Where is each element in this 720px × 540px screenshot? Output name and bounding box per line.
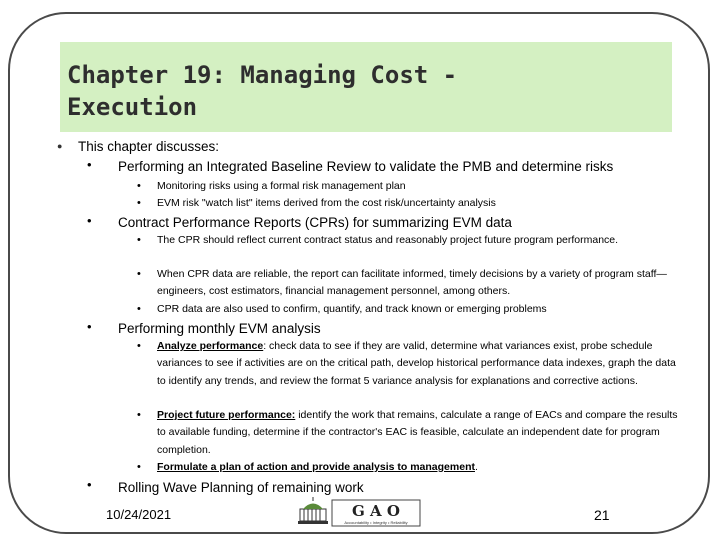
section-heading: Rolling Wave Planning of remaining work [118, 480, 364, 495]
title-line-2: Execution [67, 93, 198, 121]
bullet-level-3: • [137, 340, 141, 352]
bullet-level-2: • [87, 477, 92, 492]
section-heading: Performing monthly EVM analysis [118, 321, 321, 336]
bullet-level-3: • [137, 303, 141, 315]
intro-text: This chapter discusses: [78, 139, 220, 154]
list-item [157, 338, 679, 390]
item-rest: . [474, 461, 478, 473]
bullet-level-3: • [137, 461, 141, 473]
logo-letters: G A O [352, 502, 400, 520]
bullet-level-2: • [87, 213, 92, 228]
list-item: CPR data are also used to confirm, quantify, and track known or emerging problems [157, 303, 547, 315]
item-rest: : check data to see if they are valid, determine what variances exist, probe schedule variances to see if activities are on the critical path, develop historical performance data indexes, graph the data to identify any trends, and review the format 5 variance analysis for explanations and corrective actions. [157, 340, 676, 387]
section-heading: Contract Performance Reports (CPRs) for summarizing EVM data [118, 215, 512, 230]
list-item: When CPR data are reliable, the report can facilitate informed, timely decisions by a variety of program staff—engineers, cost estimators, financial management personnel, among others. [157, 268, 667, 298]
list-item: EVM risk "watch list" items derived from the cost risk/uncertainty analysis [157, 197, 496, 209]
bullet-level-3: • [137, 197, 141, 209]
item-lead: Project future performance: [157, 409, 296, 421]
bullet-level-2: • [87, 319, 92, 334]
title-line-1: Chapter 19: Managing Cost - [67, 61, 458, 89]
capitol-icon [298, 497, 328, 524]
item-lead: Analyze performance [157, 340, 264, 352]
footer-date: 10/24/2021 [106, 507, 172, 522]
section-heading: Performing an Integrated Baseline Review to validate the PMB and determine risks [118, 159, 614, 174]
bullet-level-2: • [87, 157, 92, 172]
item-lead: Formulate a plan of action and provide analysis to management [157, 461, 475, 473]
bullet-level-3: • [137, 234, 141, 246]
page-number: 21 [594, 507, 610, 523]
list-item: The CPR should reflect current contract status and reasonably project future program performance. [157, 234, 619, 246]
list-item [157, 459, 679, 476]
bullet-level-1: ● [57, 141, 63, 151]
list-item: Monitoring risks using a formal risk management plan [157, 180, 406, 192]
bullet-level-3: • [137, 409, 141, 421]
gao-logo [296, 496, 422, 530]
bullet-level-3: • [137, 180, 141, 192]
logo-tagline: Accountability • Integrity • Reliability [344, 520, 408, 525]
list-item [157, 407, 679, 459]
bullet-level-3: • [137, 268, 141, 280]
item-rest: identify the work that remains, calculate a range of EACs and compare the results to available funding, determine if the contractor's EAC is feasible, calculate an independent date for program completion. [157, 409, 678, 456]
